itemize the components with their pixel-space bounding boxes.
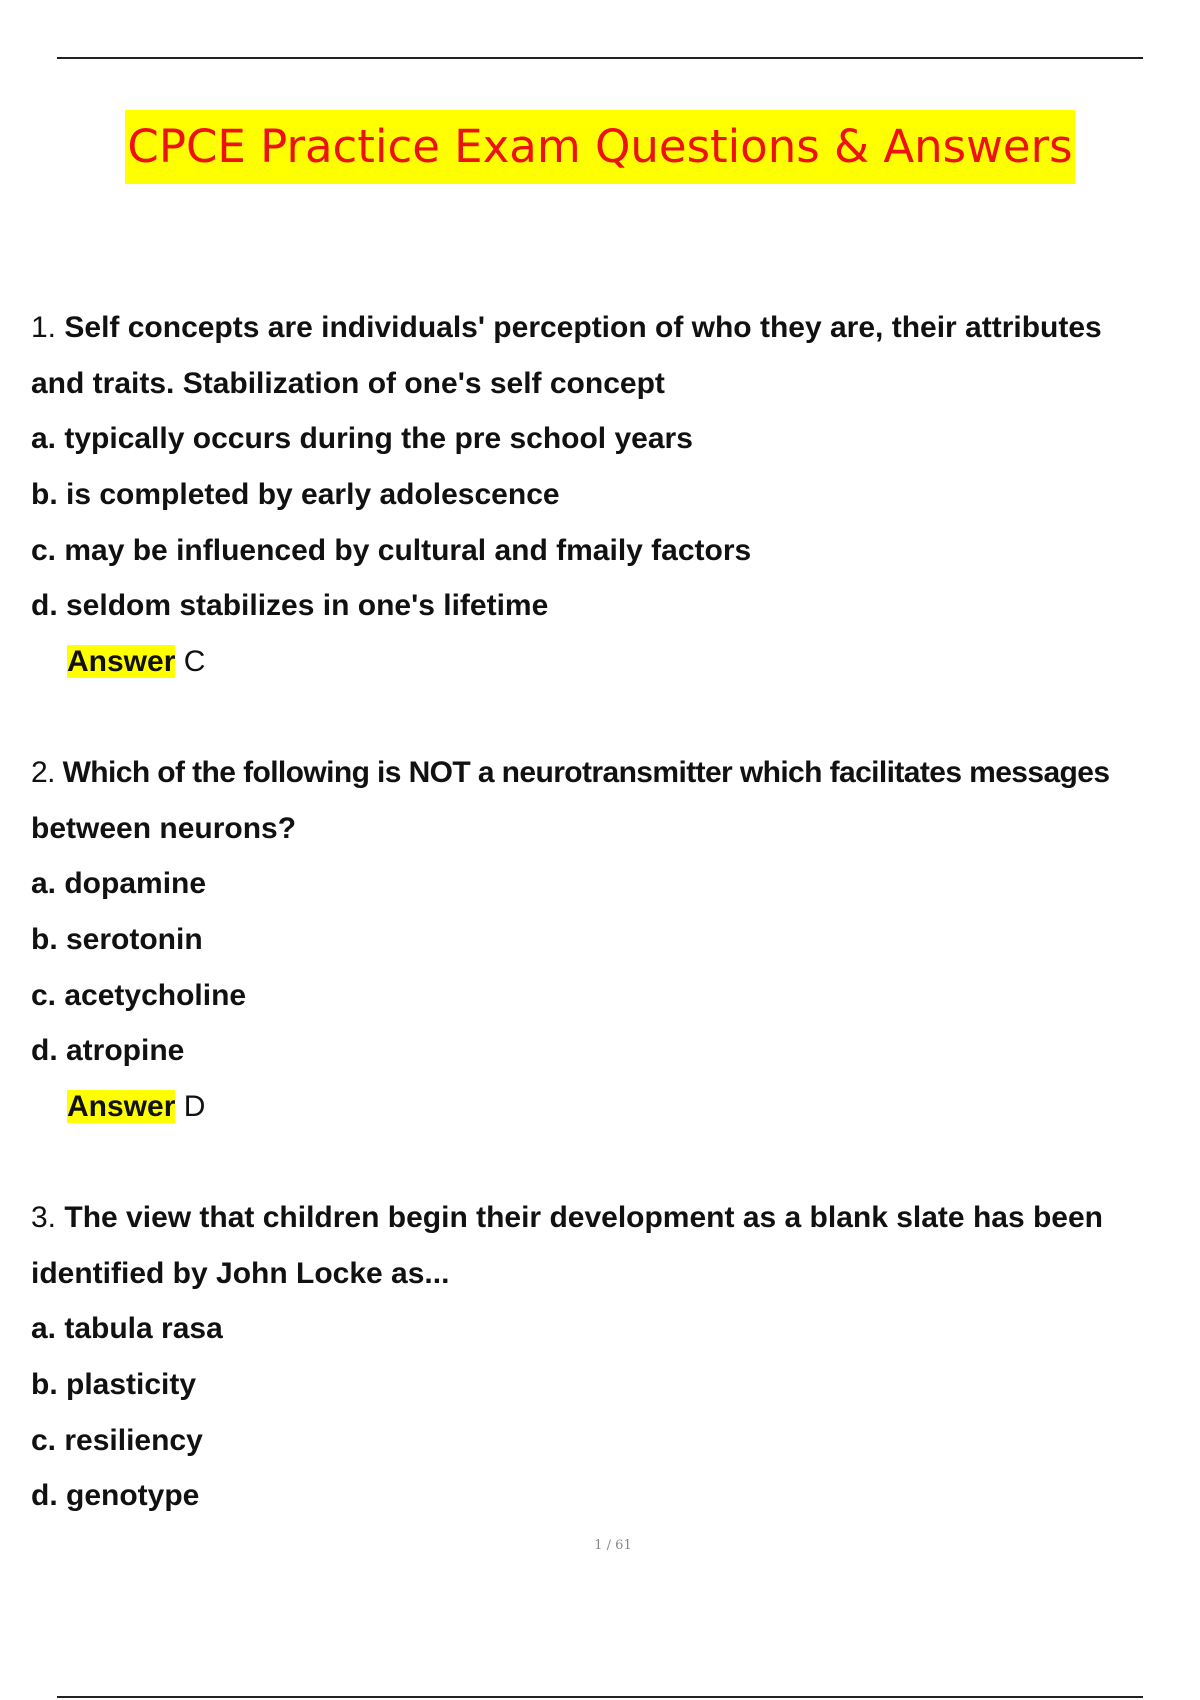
answer-option: d. atropine [31,1034,185,1068]
question-stem-line: and traits. Stabilization of one's self concept [31,366,665,400]
answer-option: a. typically occurs during the pre school years [31,422,693,456]
answer-line [31,634,1200,690]
question-stem-text: The view that children begin their development as a blank slate has been [64,1201,1103,1234]
answer-label: Answer [67,1090,176,1124]
answer-option: c. may be influenced by cultural and fmaily factors [31,533,752,567]
answer-line [31,1079,1200,1135]
answer-option: c. acetycholine [31,978,247,1012]
page-number: 1 / 61 [594,1538,632,1553]
question-stem-text: Self concepts are individuals' perception of who they are, their attributes [64,311,1102,344]
answer-option: d. genotype [31,1479,200,1513]
question-2 [31,745,1200,1135]
question-stem-line: identified by John Locke as... [31,1256,450,1290]
answer-label: Answer [67,645,176,679]
document-title: CPCE Practice Exam Questions & Answers [125,110,1074,184]
answer-value: C [183,645,206,679]
question-stem-line: between neurons? [31,811,297,845]
title-container [0,110,1200,184]
bottom-rule [57,1696,1143,1698]
answer-option: a. tabula rasa [31,1312,223,1346]
answer-option: b. plasticity [31,1368,197,1402]
answer-option: a. dopamine [31,867,207,901]
question-stem-text: Which of the following is NOT a neurotransmitter which facilitates messages [62,756,1110,789]
question-1 [31,300,1200,690]
answer-option: b. is completed by early adolescence [31,478,560,512]
question-stem-line [31,300,1200,356]
question-number: 3. [31,1201,57,1234]
question-number: 2. [31,756,55,789]
question-number: 1. [31,311,57,344]
question-stem-line [31,745,1200,801]
answer-option: c. resiliency [31,1423,203,1457]
top-rule [57,57,1143,59]
question-stem-line [31,1190,1200,1246]
answer-option: b. serotonin [31,923,203,957]
answer-value: D [183,1090,206,1124]
answer-option: d. seldom stabilizes in one's lifetime [31,589,549,623]
question-3 [31,1190,1200,1524]
